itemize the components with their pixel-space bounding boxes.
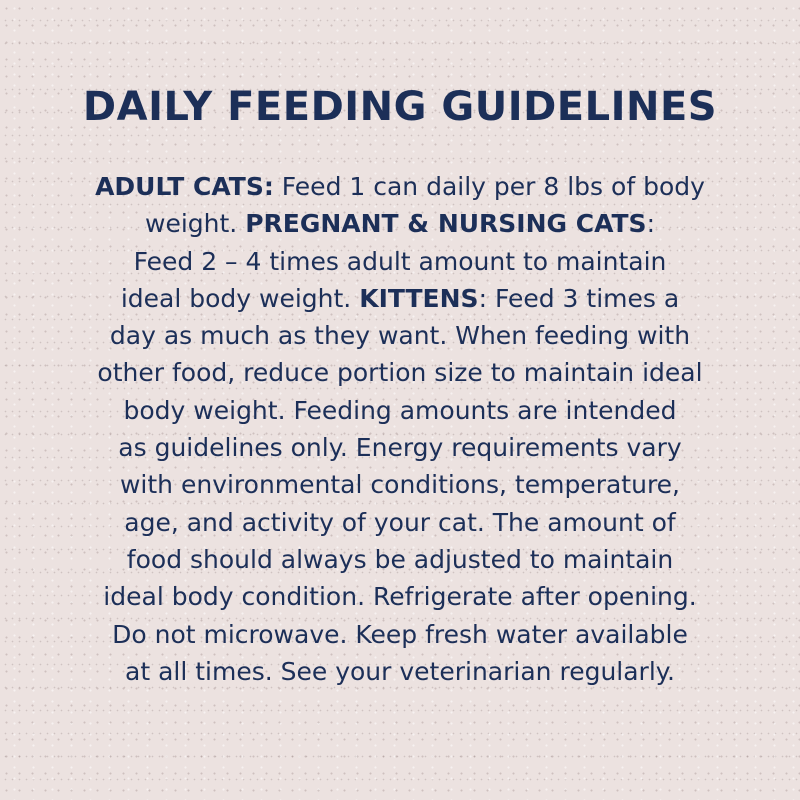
page-title: DAILY FEEDING GUIDELINES — [82, 84, 718, 130]
adult-cats-label: ADULT CATS: — [95, 172, 274, 201]
text-line: day as much as they want. When feeding with — [109, 321, 691, 351]
guidelines-text — [50, 168, 750, 690]
pregnant-nursing-label: PREGNANT & NURSING CATS — [245, 209, 647, 239]
text-line: other food, reduce portion size to maintain ideal — [97, 358, 703, 388]
text-line: Do not microwave. Keep fresh water available — [112, 619, 688, 649]
kittens-label: KITTENS — [359, 283, 479, 313]
text-line: at all times. See your veterinarian regularly. — [125, 656, 675, 686]
text-line: ADULT CATS: Feed 1 can daily per 8 lbs of body — [95, 172, 705, 201]
text-line: age, and activity of your cat. The amount of — [124, 507, 676, 537]
text-line: Feed 2 – 4 times adult amount to maintain — [133, 246, 667, 276]
text-line: body weight. Feeding amounts are intended — [123, 395, 677, 425]
text-line: ideal body weight. KITTENS: Feed 3 times a — [120, 283, 680, 313]
text-line: as guidelines only. Energy requirements vary — [118, 433, 682, 463]
text-line: food should always be adjusted to maintain — [126, 544, 674, 574]
text-line: with environmental conditions, temperature, — [119, 470, 680, 500]
text-line: weight. PREGNANT & NURSING CATS: — [145, 209, 655, 239]
text-line: ideal body condition. Refrigerate after opening. — [103, 582, 697, 612]
